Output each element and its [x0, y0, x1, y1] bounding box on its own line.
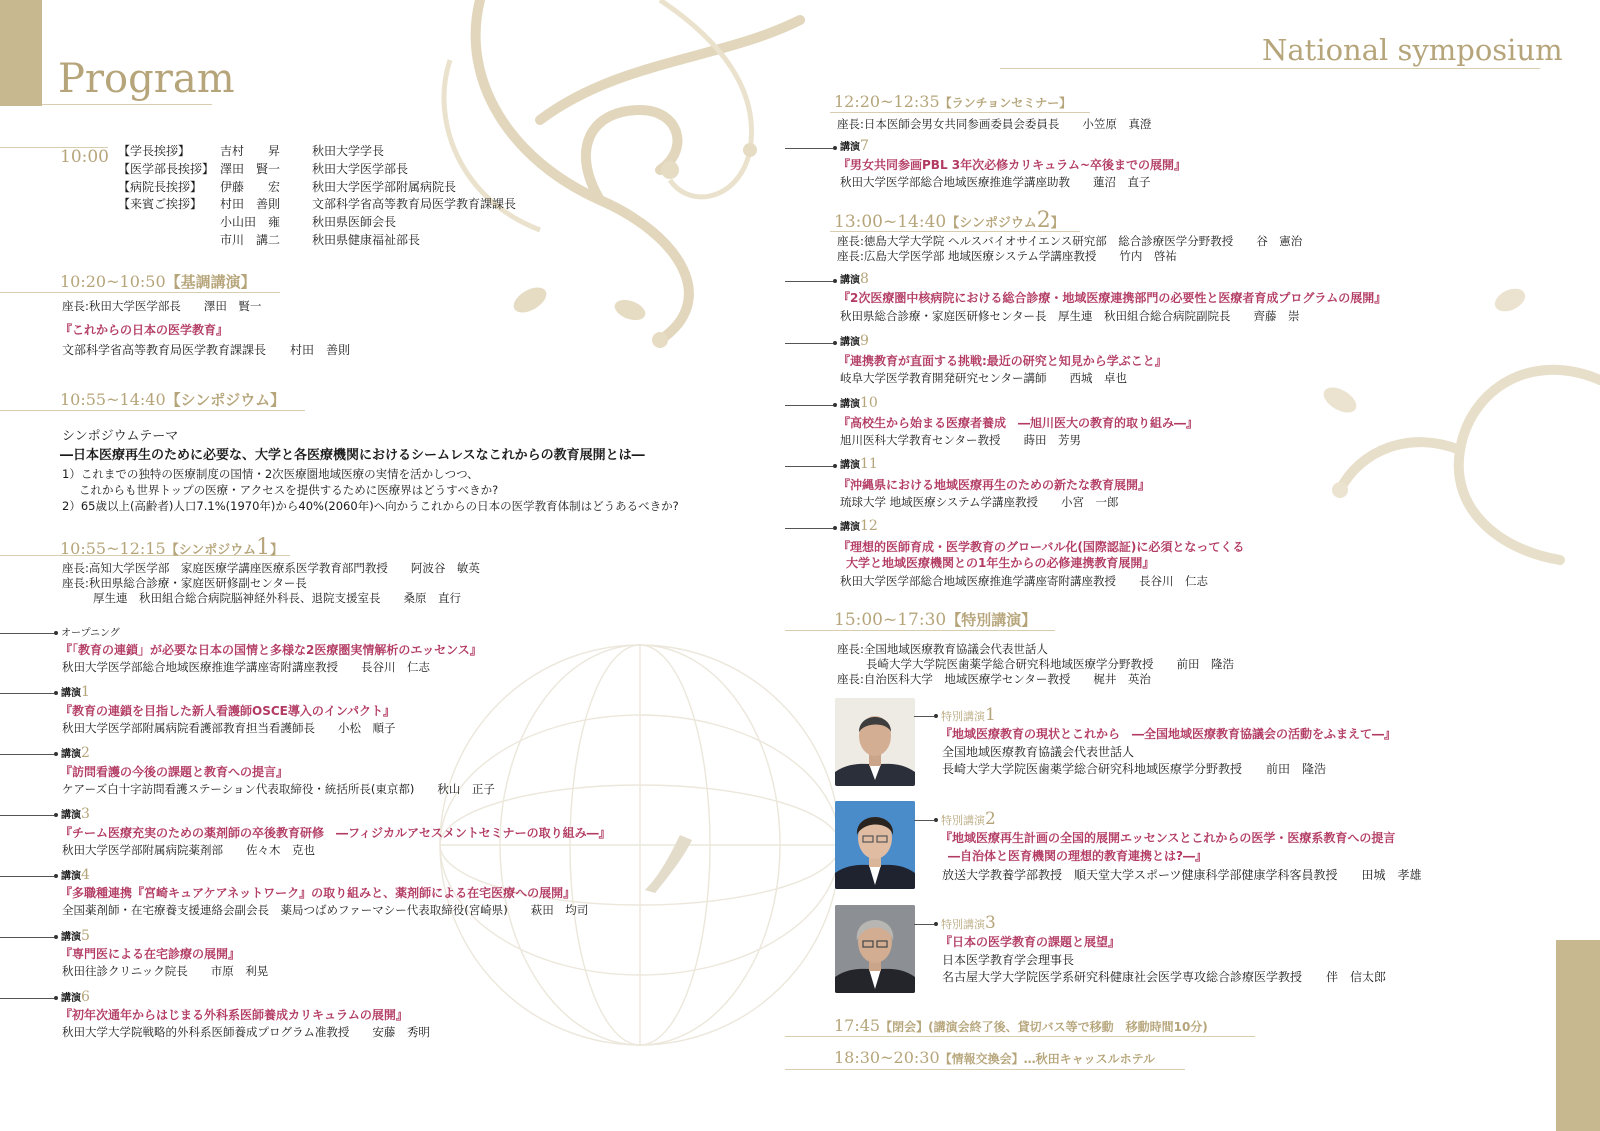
talk-speaker: 日本医学教育学会理事長 [942, 953, 1075, 967]
symposium-theme-label: シンポジウムテーマ [62, 429, 179, 444]
greeting-row: 小山田 雍 秋田県医師会長 [220, 215, 397, 230]
talk-title: 『チーム医療充実のための薬剤師の卒後教育研修 ―フィジカルアセスメントセミナーの取り組み―』 [60, 826, 611, 840]
keynote-speaker: 文部科学省高等教育局医学教育課課長 村田 善則 [62, 343, 351, 357]
talk-speaker: 秋田大学医学部附属病院看護部教育担当看護師長 小松 順子 [62, 721, 396, 735]
talk-speaker-2: 長崎大学大学院医歯薬学総合研究科地域医療学分野教授 前田 隆浩 [942, 762, 1327, 776]
sym2-chair-1: 座長:徳島大学大学院 ヘルスバイオサイエンス研究部 総合診療医学分野教授 谷 憲治 [837, 234, 1303, 248]
special-chair-2: 長崎大学大学院医歯薬学総合研究科地域医療学分野教授 前田 隆浩 [866, 657, 1234, 671]
talk-speaker: 秋田県総合診療・家庭医研修センター長 厚生連 秋田組合総合病院副院長 齊藤 崇 [840, 309, 1300, 323]
talk-title: 『初年次通年からはじまる外科系医師養成カリキュラムの展開』 [60, 1008, 408, 1022]
symposium-rule [0, 410, 305, 411]
luncheon-rule [830, 112, 1090, 113]
talk-speaker: 放送大学教養学部教授 順天堂大学スポーツ健康科学部健康学科客員教授 田城 孝雄 [942, 868, 1422, 882]
sym2-chair-2: 座長:広島大学医学部 地域医療システム学講座教授 竹内 啓祐 [837, 249, 1177, 263]
sym2-heading: 13:00~14:40【シンポジウム2】 [834, 208, 1064, 233]
talk-title: 『「教育の連鎖」が必要な日本の国情と多様な2医療圏実情解析のエッセンス』 [60, 643, 482, 657]
talk-title: 『沖縄県における地域医療再生のための新たな教育展開』 [838, 478, 1151, 492]
header-rule-right [1000, 68, 1540, 69]
keynote-title: 『これからの日本の医学教育』 [60, 323, 229, 337]
talk-title: 『2次医療圏中核病院における総合診療・地域医療連携部門の必要性と医療者育成プログラムの展開』 [838, 291, 1387, 305]
talk-title-cont: 大学と地域医療機関との1年生からの必修連携教育展開』 [846, 556, 1155, 570]
symposium-question-1a: 1）これまでの独特の医療制度の国情・2次医療圏地域医療の実情を活かしつつ、 [62, 467, 479, 481]
special-heading: 15:00~17:30【特別講演】 [834, 610, 1037, 630]
greeting-row: 【病院長挨拶】 伊藤 宏 秋田大学医学部附属病院長 [118, 179, 457, 194]
closing-rule [785, 1036, 1255, 1037]
symposium-question-1b: これからも世界トップの医療・アクセスを提供するために医療界はどうすべきか? [79, 483, 499, 497]
greeting-table [118, 143, 516, 250]
talk-title: 『男女共同参画PBL 3年次必修カリキュラム~卒後までの展開』 [838, 158, 1187, 172]
talk-speaker: 秋田大学医学部総合地域医療推進学講座寄附講座教授 長谷川 仁志 [62, 660, 430, 674]
talk-speaker: 秋田大学医学部総合地域医療推進学講座助教 蓮沼 直子 [840, 175, 1151, 189]
talk-title: 『高校生から始まる医療者養成 ―旭川医大の教育的取り組み―』 [838, 416, 1199, 430]
sym1-chair-1: 座長:高知大学医学部 家庭医療学講座医療系医学教育部門教授 阿波谷 敏英 [62, 561, 480, 575]
special-chair-1: 座長:全国地域医療教育協議会代表世話人 [837, 642, 1048, 656]
speaker-photo-2 [835, 801, 915, 889]
sym1-chair-3: 厚生連 秋田組合総合病院脳神経外科長、退院支援室長 桑原 直行 [93, 591, 461, 605]
talk-title: 『地域医療教育の現状とこれから ―全国地域医療教育協議会の活動をふまえて―』 [940, 727, 1397, 741]
closing-line: 17:45【閉会】(講演会終了後、貸切バス等で移動 移動時間10分) [834, 1016, 1208, 1035]
talk-title: 『連携教育が直面する挑戦:最近の研究と知見から学ぶこと』 [838, 354, 1167, 368]
talk-title: 『教育の連鎖を目指した新人看護師OSCE導入のインパクト』 [60, 704, 396, 718]
talk-speaker: 全国薬剤師・在宅療養支援連絡会副会長 薬局つばめファーマシー代表取締役(宮崎県) 萩田 均司 [62, 903, 589, 917]
left-gold-band [0, 0, 42, 106]
reception-line: 18:30~20:30【情報交換会】…秋田キャッスルホテル [834, 1048, 1156, 1067]
speaker-photo-1 [835, 698, 915, 786]
talk-speaker: 旭川医科大学教育センター教授 蒔田 芳男 [840, 433, 1082, 447]
special-chair-3: 座長:自治医科大学 地域医療学センター教授 梶井 英治 [837, 672, 1151, 686]
talk-title: 『多職種連携『宮崎キュアケアネットワーク』の取り組みと、薬剤師による在宅医療への展開』 [60, 886, 576, 900]
talk-title: 『日本の医学教育の課題と展望』 [940, 935, 1121, 949]
greeting-row: 【来賓ご挨拶】 村田 善則 文部科学省高等教育局医学教育課課長 [118, 197, 517, 212]
globe-watermark [430, 635, 850, 1055]
talk-title: 『地域医療再生計画の全国的展開エッセンスとこれからの医学・医療系教育への提言 [940, 831, 1396, 845]
talk-speaker: 岐阜大学医学教育開発研究センター講師 西城 卓也 [840, 371, 1128, 385]
right-gold-band [1556, 940, 1600, 1131]
luncheon-heading: 12:20~12:35【ランチョンセミナー】 [834, 92, 1072, 111]
reception-rule [785, 1069, 1185, 1070]
sym1-chair-2: 座長:秋田県総合診療・家庭医研修副センター長 [62, 576, 307, 590]
symposium-theme: ―日本医療再生のために必要な、大学と各医療機関におけるシームレスなこれからの教育展開とは― [60, 448, 645, 463]
talk-title-cont: ―自治体と医育機関の理想的教育連携とは?―』 [948, 849, 1207, 863]
talk-title: 『理想的医師育成・医学教育のグローバル化(国際認証)に必須となってくる [838, 540, 1245, 554]
greeting-time: 10:00 [60, 147, 109, 167]
greeting-row: 【学長挨拶】 吉村 昇 秋田大学学長 [118, 144, 385, 158]
keynote-rule [0, 292, 280, 293]
national-symposium-title: National symposium [1262, 33, 1563, 67]
talk-speaker: 秋田大学医学部附属病院薬剤部 佐々木 克也 [62, 843, 315, 857]
greeting-row: 【医学部長挨拶】 澤田 賢一 秋田大学医学部長 [118, 161, 409, 176]
talk-speaker: ケアーズ白十字訪問看護ステーション代表取締役・統括所長(東京都) 秋山 正子 [62, 782, 495, 796]
talk-speaker: 全国地域医療教育協議会代表世話人 [942, 745, 1135, 759]
keynote-chair: 座長:秋田大学医学部長 澤田 賢一 [62, 299, 262, 313]
greeting-row: 市川 講二 秋田県健康福祉部長 [220, 232, 421, 247]
talk-title: 『訪問看護の今後の課題と教育への提言』 [60, 765, 289, 779]
special-rule [785, 630, 1055, 631]
talk-speaker: 秋田大学大学院戦略的外科系医師養成プログラム准教授 安藤 秀明 [62, 1025, 430, 1039]
program-title: Program [58, 56, 235, 102]
keynote-heading: 10:20~10:50【基調講演】 [60, 272, 256, 291]
luncheon-chair: 座長:日本医師会男女共同参画委員会委員長 小笠原 真澄 [837, 117, 1152, 131]
talk-speaker: 秋田大学医学部総合地域医療推進学講座寄附講座教授 長谷川 仁志 [840, 574, 1208, 588]
talk-speaker: 琉球大学 地域医療システム学講座教授 小宮 一郎 [840, 495, 1119, 509]
symposium-heading: 10:55~14:40【シンポジウム】 [60, 390, 286, 409]
talk-title: 『専門医による在宅診療の展開』 [60, 947, 241, 961]
speaker-photo-3 [835, 905, 915, 993]
sym1-heading: 10:55~12:15【シンポジウム1】 [60, 535, 284, 560]
floral-ornament-right [1280, 260, 1600, 580]
symposium-question-2: 2）65歳以上(高齢者)人口7.1%(1970年)から40%(2060年)へ向かうこれからの日本の医学教育体制はどうあるべきか? [62, 499, 679, 513]
talk-speaker: 秋田往診クリニック院長 市原 利晃 [62, 964, 269, 978]
header-rule [42, 104, 212, 105]
talk-speaker-2: 名古屋大学大学院医学系研究科健康社会医学専攻総合診療医学教授 伴 信太郎 [942, 970, 1387, 984]
